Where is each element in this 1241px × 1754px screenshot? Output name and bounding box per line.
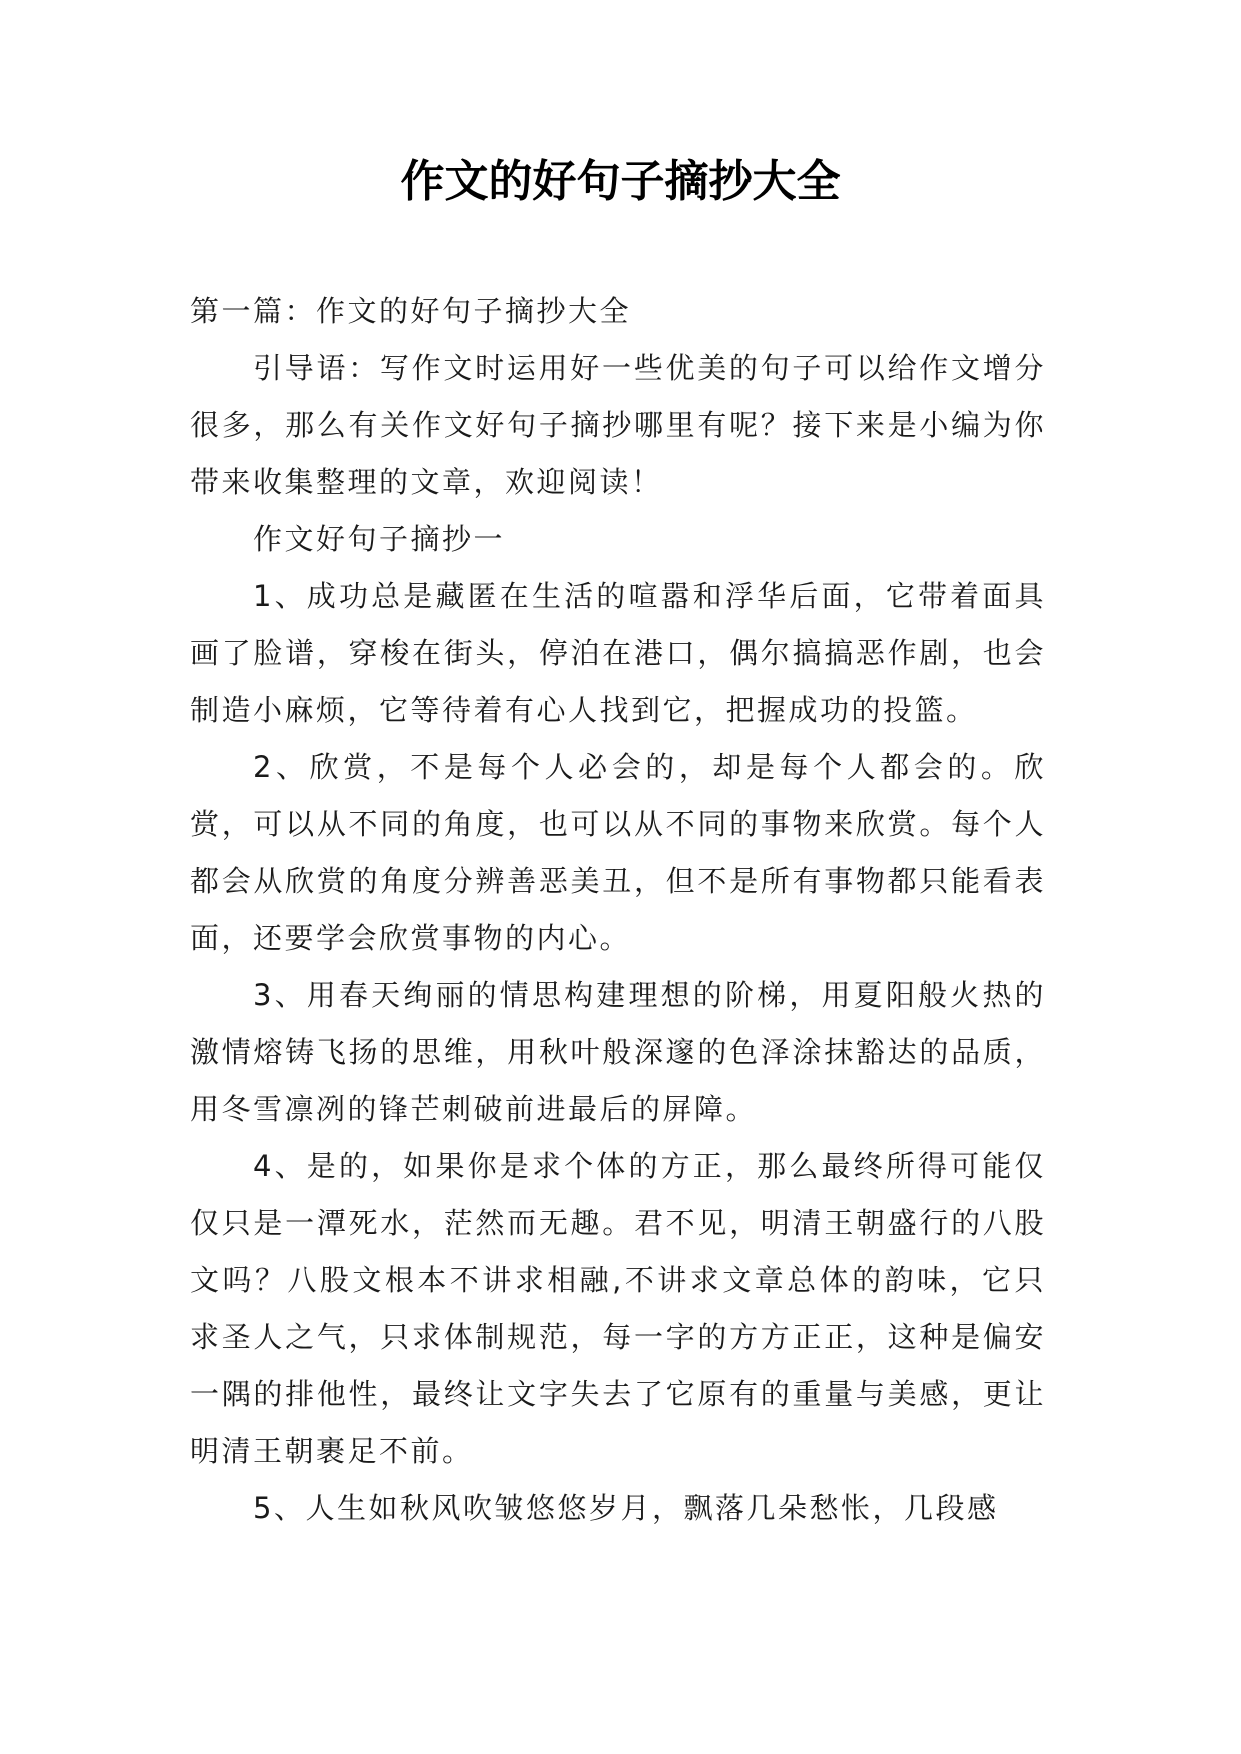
sentence-item-5: 5、人生如秋风吹皱悠悠岁月，飘落几朵愁怅，几段感 <box>253 1491 999 1525</box>
section-heading: 第一篇：作文的好句子摘抄大全 <box>190 294 632 328</box>
document-title: 作文的好句子摘抄大全 <box>400 156 841 207</box>
document-body <box>190 283 1046 1537</box>
sentence-item-1: 1、成功总是藏匿在生活的喧嚣和浮华后面，它带着面具画了脸谱，穿梭在街头，停泊在港口，偶尔搞搞恶作剧，也会制造小麻烦，它等待着有心人找到它，把握成功的投篮。 <box>190 579 1046 727</box>
intro-paragraph: 引导语：写作文时运用好一些优美的句子可以给作文增分很多，那么有关作文好句子摘抄哪里有呢？接下来是小编为你带来收集整理的文章，欢迎阅读！ <box>190 351 1046 499</box>
sentence-item-2: 2、欣赏，不是每个人必会的，却是每个人都会的。欣赏，可以从不同的角度，也可以从不同的事物来欣赏。每个人都会从欣赏的角度分辨善恶美丑，但不是所有事物都只能看表面，还要学会欣赏事物的内心。 <box>190 750 1046 955</box>
sentence-item-4: 4、是的，如果你是求个体的方正，那么最终所得可能仅仅只是一潭死水，茫然而无趣。君不见，明清王朝盛行的八股文吗？八股文根本不讲求相融,不讲求文章总体的韵味，它只求圣人之气，只求体制规范，每一字的方方正正，这种是偏安一隅的排他性，最终让文字失去了它原有的重量与美感，更让明清王朝裹足不前。 <box>190 1149 1046 1468</box>
sentence-item-3: 3、用春天绚丽的情思构建理想的阶梯，用夏阳般火热的激情熔铸飞扬的思维，用秋叶般深邃的色泽涂抹豁达的品质，用冬雪凛冽的锋芒刺破前进最后的屏障。 <box>190 978 1046 1126</box>
subsection-heading: 作文好句子摘抄一 <box>253 522 506 556</box>
